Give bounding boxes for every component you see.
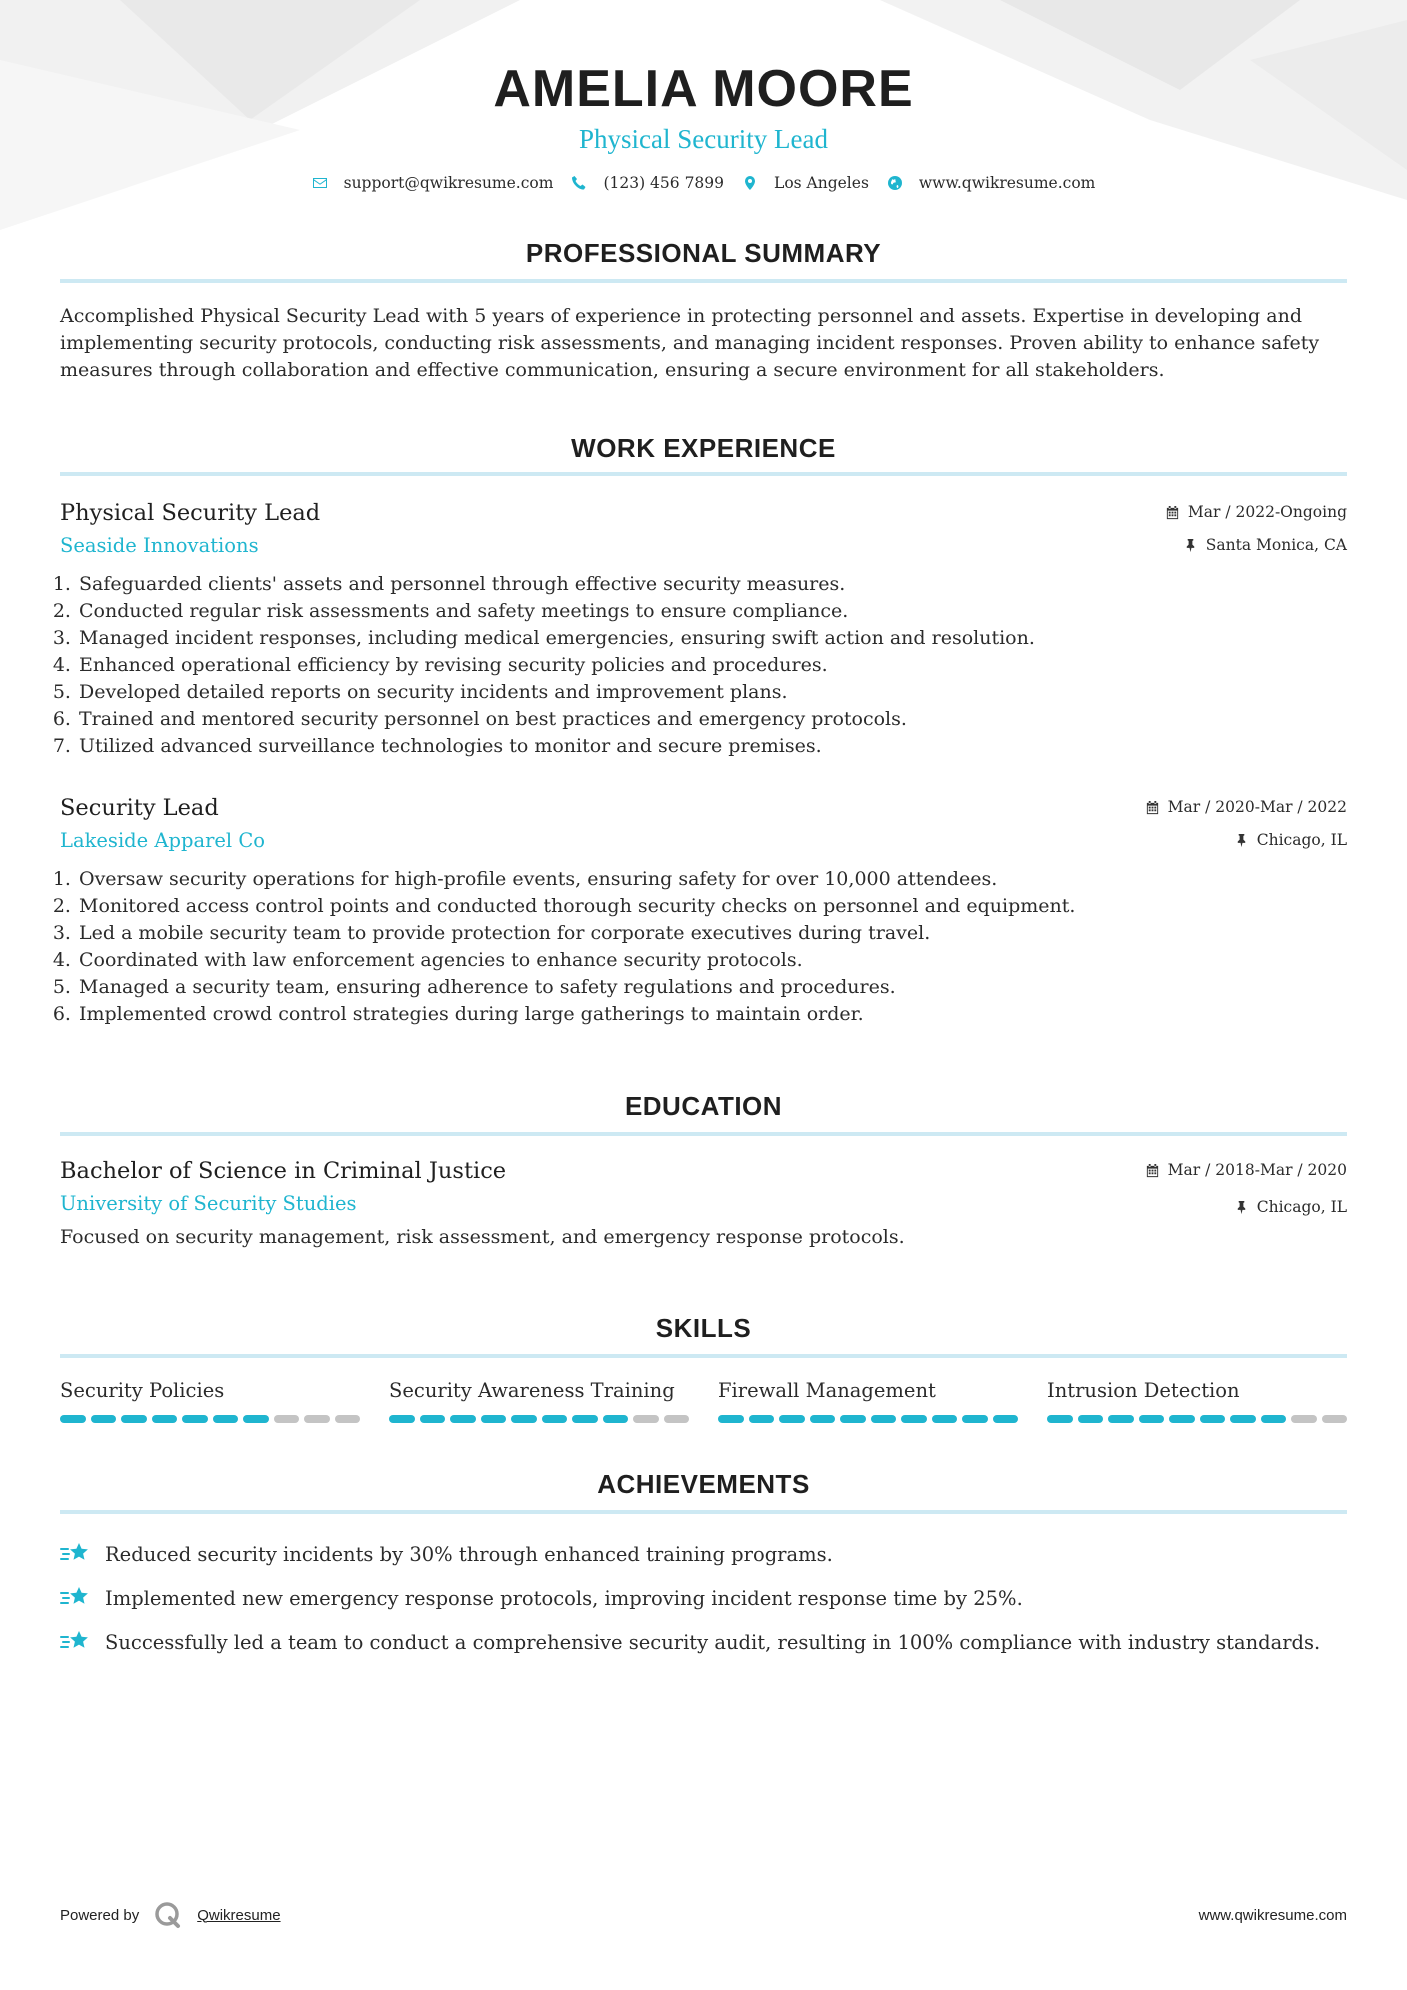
education-location: Chicago, IL [1145, 1196, 1347, 1218]
rating-dot [304, 1415, 330, 1423]
rating-dot [182, 1415, 208, 1423]
list-item: 6. Implemented crowd control strategies during large gatherings to maintain order. [77, 1001, 1347, 1028]
section-divider [60, 279, 1347, 283]
rating-dot [274, 1415, 300, 1423]
rating-dot [993, 1415, 1019, 1423]
rating-dot [572, 1415, 598, 1423]
contact-website-text: www.qwikresume.com [918, 174, 1096, 192]
list-item: 5. Developed detailed reports on security incidents and improvement plans. [77, 679, 1347, 706]
map-marker-icon [742, 175, 758, 191]
skill-name: Firewall Management [718, 1379, 936, 1402]
globe-icon [887, 175, 903, 191]
summary-text: Accomplished Physical Security Lead with 5 years of experience in protecting personnel and assets. Expertise in developing and implementing security protocols, conducting risk assessments, and managing incident responses. Proven ability to enhance safety measures through collaboration and effective communication, ensuring a secure environment for all stakeholders. [60, 305, 1320, 381]
shooting-star-icon [60, 1628, 93, 1656]
job-date: Mar / 2020-Mar / 2022 [1145, 796, 1347, 818]
contact-email[interactable] [312, 174, 554, 192]
list-item: 4. Coordinated with law enforcement agencies to enhance security protocols. [77, 947, 1347, 974]
contact-location-text: Los Angeles [774, 174, 869, 192]
education-meta [1145, 1159, 1347, 1218]
section-divider [60, 472, 1347, 476]
rating-dot [121, 1415, 147, 1423]
shooting-star-icon [60, 1584, 93, 1612]
skill-rating [1047, 1415, 1347, 1423]
pushpin-icon [1234, 1200, 1249, 1215]
skill-rating [389, 1415, 689, 1423]
rating-dot [840, 1415, 866, 1423]
job-title: Security Lead [60, 795, 219, 821]
education-title: EDUCATION [624, 1091, 783, 1121]
contact-phone-text: (123) 456 7899 [603, 174, 725, 192]
list-item: Successfully led a team to conduct a comprehensive security audit, resulting in 100% compliance with industry standards. [60, 1620, 1347, 1664]
education-school: University of Security Studies [60, 1192, 357, 1215]
footer-brand [60, 1900, 281, 1930]
list-item: 3. Managed incident responses, including medical emergencies, ensuring swift action and resolution. [77, 625, 1347, 652]
education-degree: Bachelor of Science in Criminal Justice [60, 1158, 507, 1184]
rating-dot [718, 1415, 744, 1423]
achievements-title: ACHIEVEMENTS [597, 1469, 810, 1499]
rating-dot [810, 1415, 836, 1423]
skill-item [718, 1378, 1018, 1423]
shooting-star-icon [60, 1540, 93, 1568]
skills-grid [60, 1378, 1347, 1423]
skills-section [60, 1313, 1347, 1423]
rating-dot [1261, 1415, 1287, 1423]
rating-dot [542, 1415, 568, 1423]
list-item: 1. Oversaw security operations for high-profile events, ensuring safety for over 10,000 attendees. [77, 866, 1347, 893]
rating-dot [664, 1415, 690, 1423]
rating-dot [1139, 1415, 1165, 1423]
education-entry [60, 1156, 1347, 1251]
rating-dot [1108, 1415, 1134, 1423]
list-item: 7. Utilized advanced surveillance technologies to monitor and secure premises. [77, 733, 1347, 760]
experience-title: WORK EXPERIENCE [571, 433, 836, 463]
section-divider [60, 1354, 1347, 1358]
phone-icon [571, 175, 587, 191]
rating-dot [243, 1415, 269, 1423]
rating-dot [932, 1415, 958, 1423]
skills-title: SKILLS [655, 1313, 752, 1343]
list-item: 6. Trained and mentored security personnel on best practices and emergency protocols. [77, 706, 1347, 733]
pushpin-icon [1183, 538, 1198, 553]
section-divider [60, 1132, 1347, 1136]
contact-phone[interactable] [571, 174, 724, 192]
job-title: Physical Security Lead [60, 500, 321, 526]
job-company: Seaside Innovations [60, 534, 259, 557]
section-divider [60, 1510, 1347, 1514]
skill-name: Security Awareness Training [389, 1379, 675, 1402]
contact-location [742, 174, 869, 192]
job-location: Santa Monica, CA [1165, 534, 1347, 556]
rating-dot [481, 1415, 507, 1423]
list-item: Implemented new emergency response protocols, improving incident response time by 25%. [60, 1576, 1347, 1620]
resume-header [60, 0, 1347, 192]
contact-email-text: support@qwikresume.com [343, 174, 554, 192]
summary-title: PROFESSIONAL SUMMARY [525, 238, 882, 268]
list-item: 2. Conducted regular risk assessments and safety meetings to ensure compliance. [77, 598, 1347, 625]
contact-website[interactable] [887, 174, 1095, 192]
job-company: Lakeside Apparel Co [60, 829, 266, 852]
list-item: 3. Led a mobile security team to provide protection for corporate executives during travel. [77, 920, 1347, 947]
rating-dot [749, 1415, 775, 1423]
skill-name: Intrusion Detection [1047, 1379, 1240, 1402]
rating-dot [152, 1415, 178, 1423]
footer-website[interactable]: www.qwikresume.com [1198, 1906, 1347, 1924]
skill-rating [60, 1415, 360, 1423]
envelope-icon [312, 175, 328, 191]
skill-name: Security Policies [60, 1379, 225, 1402]
job-entry [60, 498, 1347, 760]
job-date: Mar / 2022-Ongoing [1165, 501, 1347, 523]
pushpin-icon [1234, 833, 1249, 848]
calendar-icon [1145, 800, 1160, 815]
experience-section [60, 433, 1347, 1028]
education-date: Mar / 2018-Mar / 2020 [1145, 1159, 1347, 1181]
rating-dot [779, 1415, 805, 1423]
rating-dot [603, 1415, 629, 1423]
education-description: Focused on security management, risk assessment, and emergency response protocols. [60, 1226, 905, 1248]
rating-dot [511, 1415, 537, 1423]
achievements-list [60, 1532, 1347, 1664]
rating-dot [1322, 1415, 1348, 1423]
job-entry [60, 793, 1347, 1028]
rating-dot [1291, 1415, 1317, 1423]
rating-dot [1169, 1415, 1195, 1423]
powered-by-label: Powered by [60, 1906, 140, 1924]
rating-dot [420, 1415, 446, 1423]
rating-dot [91, 1415, 117, 1423]
list-item: 1. Safeguarded clients' assets and personnel through effective security measures. [77, 571, 1347, 598]
job-meta [1145, 796, 1347, 851]
qwikresume-logo-icon [153, 1900, 183, 1930]
rating-dot [60, 1415, 86, 1423]
rating-dot [962, 1415, 988, 1423]
list-item: 4. Enhanced operational efficiency by revising security policies and procedures. [77, 652, 1347, 679]
skill-item [60, 1378, 360, 1423]
achievements-section [60, 1469, 1347, 1664]
rating-dot [389, 1415, 415, 1423]
rating-dot [1078, 1415, 1104, 1423]
candidate-role: Physical Security Lead [579, 124, 828, 154]
rating-dot [213, 1415, 239, 1423]
education-section [60, 1091, 1347, 1251]
page-footer [60, 1900, 1347, 1930]
rating-dot [1230, 1415, 1256, 1423]
list-item: 2. Monitored access control points and conducted thorough security checks on personnel and equipment. [77, 893, 1347, 920]
job-bullets [60, 571, 1347, 760]
rating-dot [1200, 1415, 1226, 1423]
job-meta [1165, 501, 1347, 556]
skill-item [1047, 1378, 1347, 1423]
candidate-name: AMELIA MOORE [493, 60, 914, 118]
calendar-icon [1145, 1163, 1160, 1178]
rating-dot [450, 1415, 476, 1423]
skill-item [389, 1378, 689, 1423]
brand-link[interactable]: Qwikresume [197, 1906, 281, 1924]
list-item: Reduced security incidents by 30% through enhanced training programs. [60, 1532, 1347, 1576]
summary-section [60, 238, 1347, 384]
rating-dot [335, 1415, 361, 1423]
calendar-icon [1165, 505, 1180, 520]
rating-dot [901, 1415, 927, 1423]
rating-dot [871, 1415, 897, 1423]
job-location: Chicago, IL [1145, 829, 1347, 851]
contact-bar [60, 174, 1347, 192]
list-item: 5. Managed a security team, ensuring adherence to safety regulations and procedures. [77, 974, 1347, 1001]
rating-dot [1047, 1415, 1073, 1423]
rating-dot [633, 1415, 659, 1423]
skill-rating [718, 1415, 1018, 1423]
job-bullets [60, 866, 1347, 1028]
